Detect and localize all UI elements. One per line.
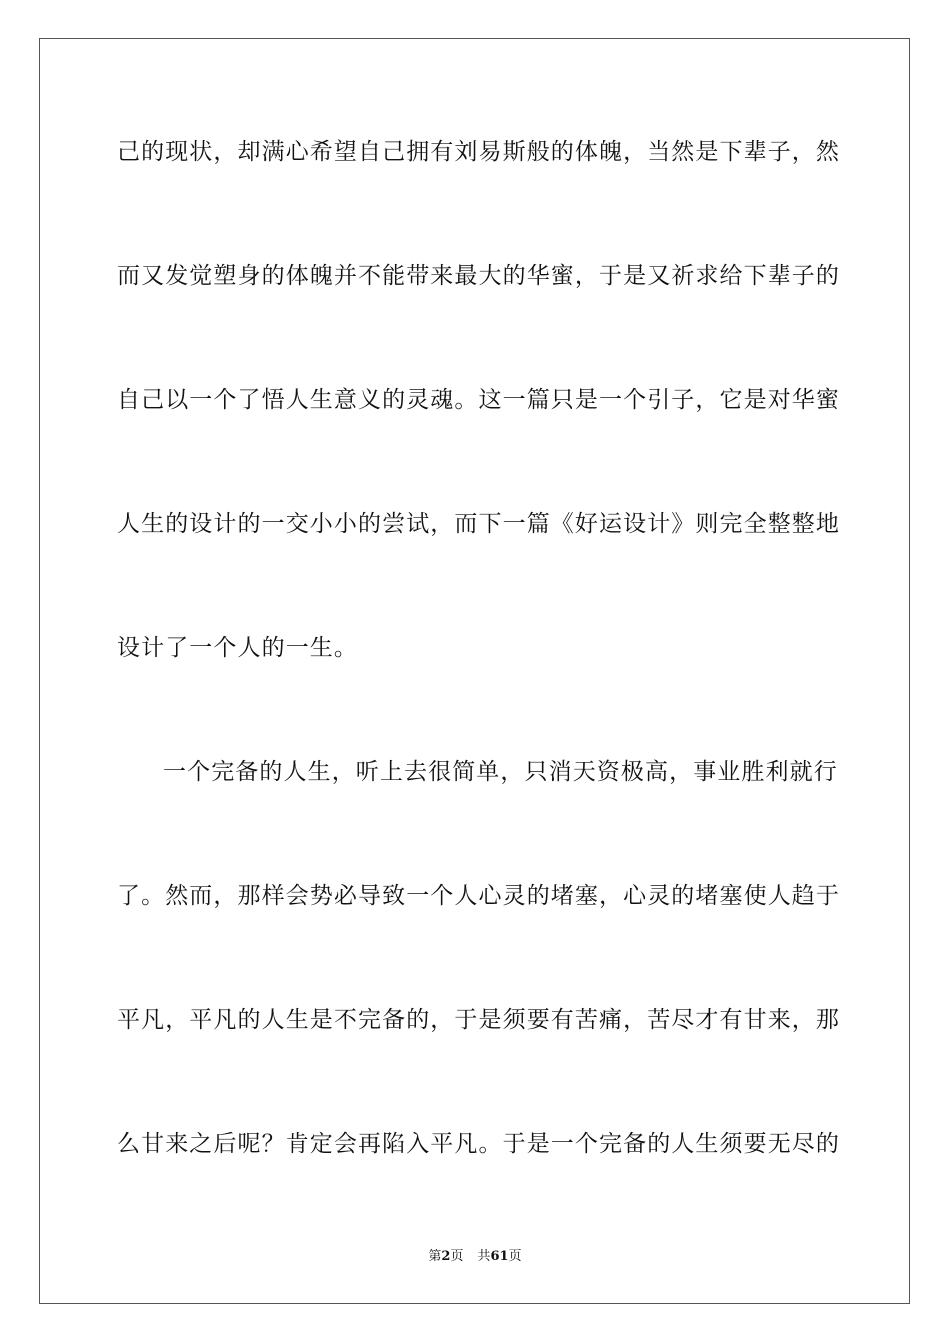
body-text-line: 平凡，平凡的人生是不完备的，于是须要有苦痛，苦尽才有甘来，那 [117, 1007, 840, 1033]
total-suffix: 页 [508, 1249, 522, 1264]
page-prefix: 第 [428, 1249, 442, 1264]
page-footer [0, 1248, 950, 1266]
total-prefix: 共 [477, 1249, 491, 1264]
body-text-line: 自己以一个了悟人生意义的灵魂。这一篇只是一个引子，它是对华蜜 [117, 387, 840, 413]
page-border [39, 38, 910, 1304]
body-text-line: 而又发觉塑身的体魄并不能带来最大的华蜜，于是又祈求给下辈子的 [117, 263, 840, 289]
page-suffix: 页 [450, 1249, 464, 1264]
body-text-line: 人生的设计的一交小小的尝试，而下一篇《好运设计》则完全整整地 [117, 511, 840, 537]
body-text-line: 己的现状，却满心希望自己拥有刘易斯般的体魄，当然是下辈子，然 [117, 139, 840, 165]
body-text-line-indented: 一个完备的人生，听上去很简单，只消天资极高，事业胜利就行 [163, 759, 838, 785]
page-number: 2 [441, 1249, 451, 1264]
body-text-line: 么甘来之后呢？肯定会再陷入平凡。于是一个完备的人生须要无尽的 [117, 1131, 840, 1157]
total-pages: 61 [490, 1249, 509, 1264]
body-text-line: 设计了一个人的一生。 [117, 635, 358, 661]
body-text-line: 了。然而，那样会势必导致一个人心灵的堵塞，心灵的堵塞使人趋于 [117, 883, 840, 909]
